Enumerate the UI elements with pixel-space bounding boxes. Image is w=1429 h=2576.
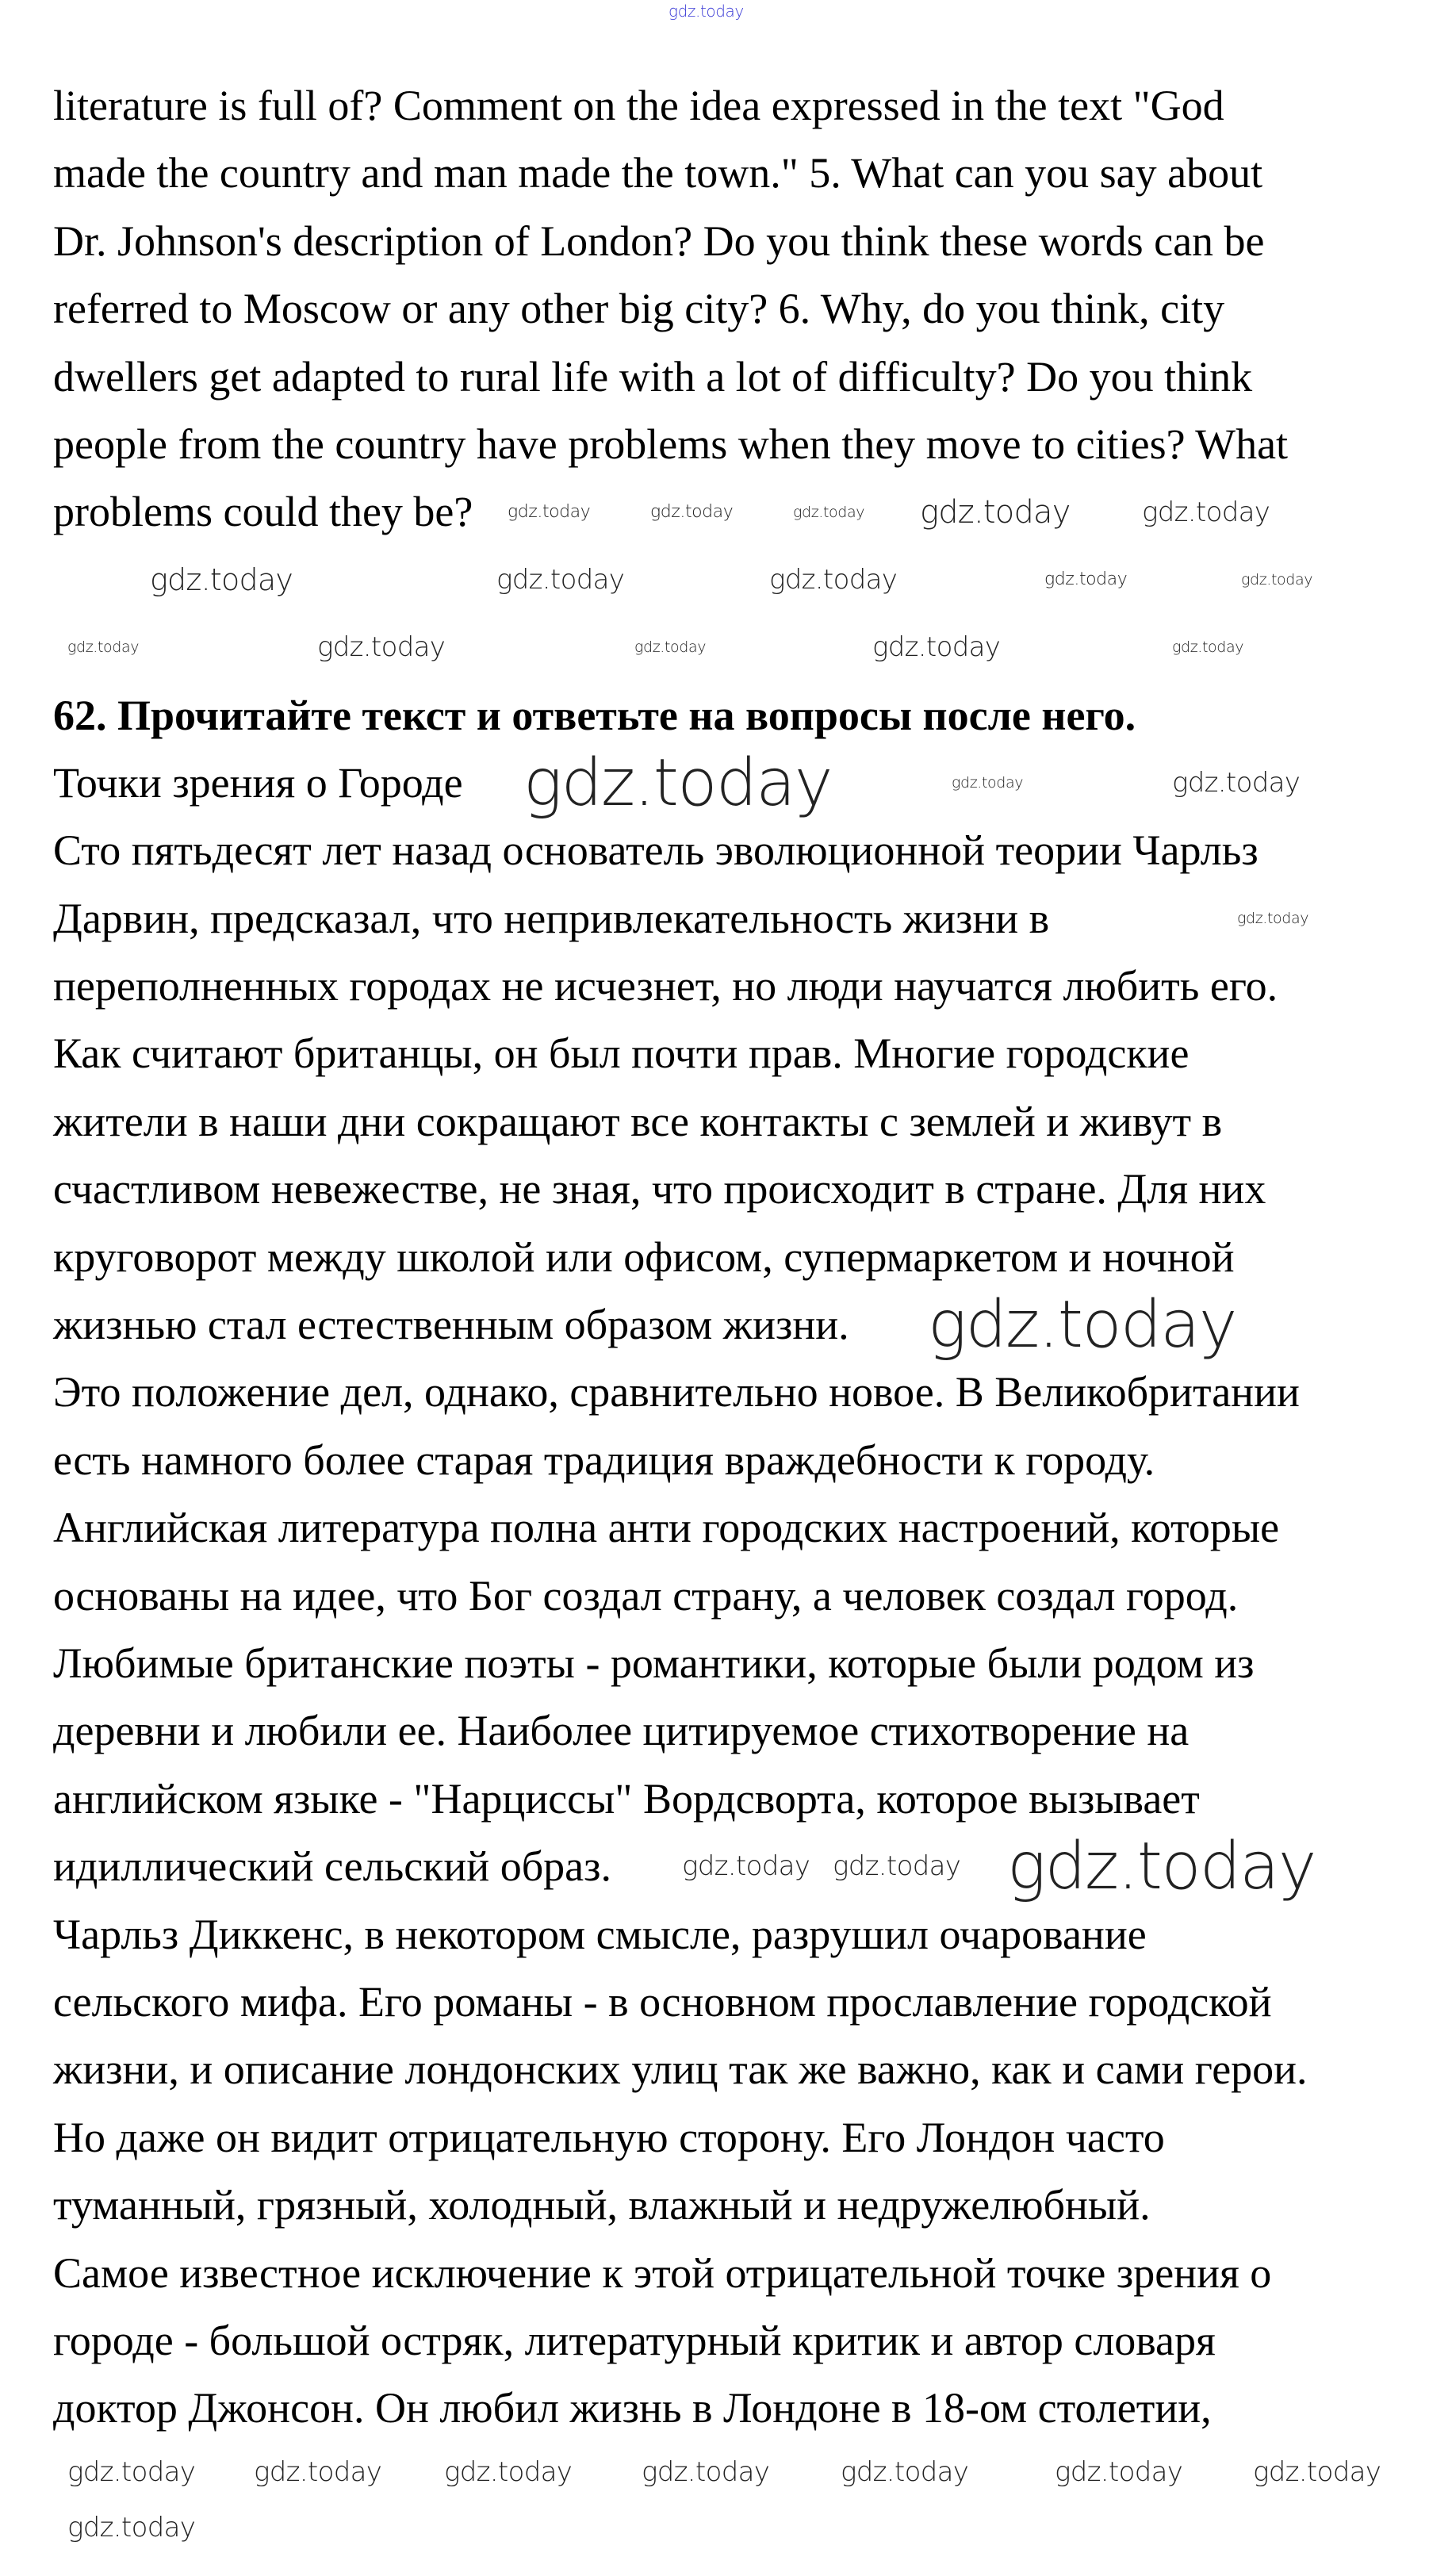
text-line: основаны на идее, что Бог создал страну, а человек создал город. (53, 1571, 1239, 1620)
text-line: problems could they be? (53, 488, 473, 536)
watermark: gdz.today (833, 1850, 961, 1882)
text-line: доктор Джонсон. Он любил жизнь в Лондоне в 18-ом столетии, (53, 2384, 1212, 2432)
watermark: gdz.today (67, 2456, 196, 2488)
text-line: жизни, и описание лондонских улиц так же важно, как и сами герои. (53, 2045, 1308, 2094)
watermark: gdz.today (841, 2456, 969, 2488)
text-line: Как считают британцы, он был почти прав. Многие городские (53, 1029, 1190, 1078)
watermark: gdz.today (1172, 767, 1301, 799)
text-line: городе - большой остряк, литературный критик и автор словаря (53, 2316, 1216, 2364)
text-line: жители в наши дни сокращают все контакты с землей и живут в (53, 1097, 1223, 1145)
text-line: people from the country have problems when they move to cities? What (53, 420, 1289, 468)
text-line: сельского мифа. Его романы - в основном прославление городской (53, 1977, 1272, 2026)
watermark: gdz.today (642, 2456, 770, 2488)
text-line: счастливом невежестве, не зная, что происходит в стране. Для них (53, 1165, 1266, 1213)
watermark: gdz.today (952, 774, 1024, 792)
watermark: gdz.today (769, 564, 898, 596)
watermark: gdz.today (1142, 496, 1270, 528)
text-line: Самое известное исключение к этой отрицательной точке зрения о (53, 2248, 1272, 2297)
watermark: gdz.today (254, 2456, 382, 2488)
text-line: есть намного более старая традиция враждебности к городу. (53, 1436, 1155, 1484)
watermark: gdz.today (928, 1287, 1236, 1363)
watermark: gdz.today (496, 564, 625, 596)
text-line: Dr. Johnson's description of London? Do you think these words can be (53, 217, 1265, 265)
text-line: переполненных городах не исчезнет, но люди научатся любить его. (53, 962, 1278, 1010)
watermark: gdz.today (1055, 2456, 1183, 2488)
text-line: туманный, грязный, холодный, влажный и недружелюбный. (53, 2181, 1151, 2229)
watermark: gdz.today (508, 502, 591, 522)
watermark: gdz.today (682, 1850, 810, 1882)
watermark: gdz.today (650, 502, 734, 522)
text-line: Это положение дел, однако, сравнительно новое. В Великобритании (53, 1368, 1300, 1416)
text-line: Любимые британские поэты - романтики, которые были родом из (53, 1639, 1255, 1687)
watermark: gdz.today (523, 746, 832, 821)
text-line: круговорот между школой или офисом, супермаркетом и ночной (53, 1232, 1235, 1281)
watermark: gdz.today (150, 562, 293, 597)
watermark: gdz.today (872, 631, 1001, 663)
text-line: английском языке - "Нарциссы" Вордсворта, которое вызывает (53, 1774, 1200, 1823)
watermark: gdz.today (1237, 910, 1309, 927)
text-line: жизнью стал естественным образом жизни. (53, 1301, 849, 1349)
watermark: gdz.today (1253, 2456, 1381, 2488)
text-line: Дарвин, предсказал, что непривлекательность жизни в (53, 894, 1050, 942)
text-line: literature is full of? Comment on the idea expressed in the text "God (53, 82, 1224, 129)
text-line: made the country and man made the town." 5. What can you say about (53, 149, 1263, 197)
text-line: Но даже он видит отрицательную сторону. Его Лондон часто (53, 2113, 1165, 2161)
document-body (53, 72, 1308, 2443)
watermark: gdz.today (669, 2, 744, 21)
text-line: деревни и любили ее. Наиболее цитируемое стихотворение на (53, 1707, 1190, 1755)
text-title: Точки зрения о Городе (53, 758, 463, 807)
text-line: Чарльз Диккенс, в некотором смысле, разрушил очарование (53, 1910, 1147, 1958)
watermark: gdz.today (1241, 571, 1313, 588)
watermark: gdz.today (67, 638, 140, 656)
watermark: gdz.today (1172, 638, 1244, 656)
watermark: gdz.today (634, 638, 707, 656)
watermark: gdz.today (67, 2512, 196, 2543)
watermark: gdz.today (317, 631, 446, 663)
text-line: Английская литература полна анти городских настроений, которые (53, 1504, 1280, 1552)
watermark: gdz.today (1044, 569, 1128, 589)
exercise-heading: 62. Прочитайте текст и ответьте на вопросы после него. (53, 691, 1136, 739)
watermark: gdz.today (920, 494, 1071, 531)
watermark: gdz.today (793, 504, 865, 521)
text-line: referred to Moscow or any other big city? 6. Why, do you think, city (53, 285, 1225, 333)
text-line: идиллический сельский образ. (53, 1842, 611, 1891)
text-line: Сто пятьдесят лет назад основатель эволюционной теории Чарльз (53, 826, 1259, 875)
text-line: dwellers get adapted to rural life with a lot of difficulty? Do you think (53, 352, 1253, 401)
watermark: gdz.today (444, 2456, 573, 2488)
watermark: gdz.today (1007, 1829, 1316, 1904)
